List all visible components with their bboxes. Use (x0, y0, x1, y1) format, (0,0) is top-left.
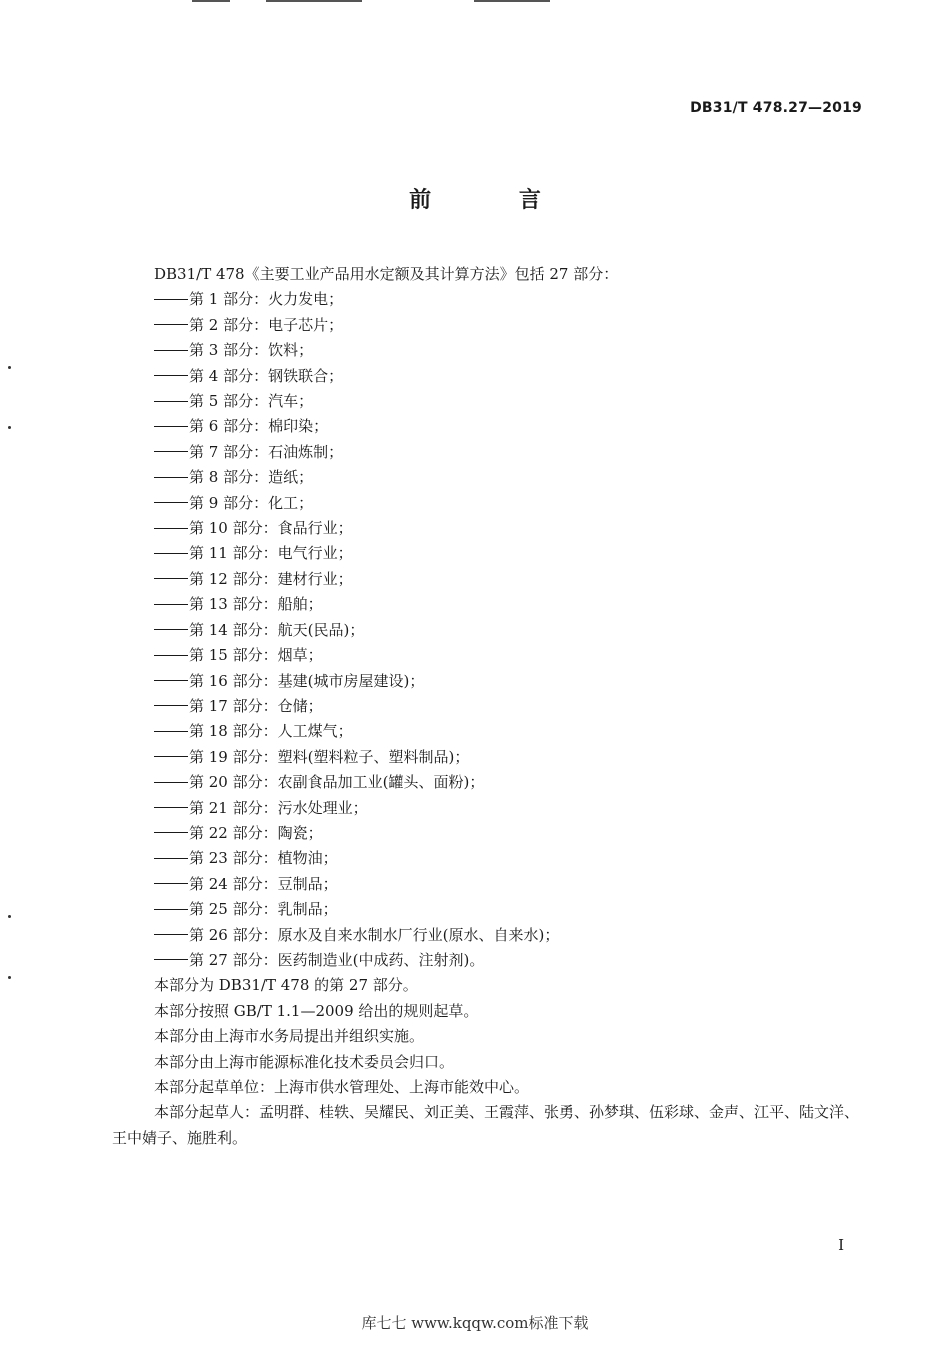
em-dash (154, 401, 188, 402)
intro-paragraph: DB31/T 478《主要工业产品用水定额及其计算方法》包括 27 部分： (154, 265, 619, 283)
download-footer: 库七七 www.kqqw.com标准下载 (361, 1314, 589, 1332)
em-dash (154, 655, 188, 656)
scan-artifact-line (266, 0, 362, 2)
list-item (112, 643, 872, 668)
list-item-text: 第 6 部分：棉印染； (189, 417, 329, 436)
scan-speck (8, 366, 11, 369)
scan-speck (8, 976, 11, 979)
em-dash (154, 680, 188, 681)
list-item-text: 第 5 部分：汽车； (189, 392, 314, 411)
em-dash (154, 909, 188, 910)
em-dash (154, 807, 188, 808)
scan-artifact-line (474, 0, 550, 2)
list-item-text: 第 22 部分：陶瓷； (189, 823, 323, 842)
statement-paragraph: 本部分起草人：孟明群、桂轶、吴耀民、刘正美、王霞萍、张勇、孙梦琪、伍彩球、金声、江平、陆文洋、王中婧子、施胜利。 (112, 1103, 860, 1147)
scan-speck (8, 915, 11, 918)
list-item-text: 第 10 部分：食品行业； (189, 519, 353, 538)
list-item (112, 567, 872, 592)
list-item-text: 第 15 部分：烟草； (189, 646, 323, 665)
list-item-text: 第 13 部分：船舶； (189, 595, 323, 614)
list-item-text: 第 16 部分：基建(城市房屋建设)； (189, 671, 425, 690)
em-dash (154, 705, 188, 706)
list-item (112, 923, 872, 948)
list-item (112, 948, 872, 973)
standard-code: DB31/T 478.27—2019 (690, 100, 862, 116)
list-item (112, 592, 872, 617)
statements (112, 973, 872, 1151)
statement-paragraph: 本部分为 DB31/T 478 的第 27 部分。 (154, 976, 418, 995)
list-item (112, 770, 872, 795)
list-item-text: 第 1 部分：火力发电； (189, 290, 344, 309)
page-number: I (838, 1236, 844, 1254)
em-dash (154, 299, 188, 300)
list-item-text: 第 26 部分：原水及自来水制水厂行业(原水、自来水)； (189, 925, 560, 944)
list-item-text: 第 2 部分：电子芯片； (189, 315, 344, 334)
statement-paragraph: 本部分由上海市水务局提出并组织实施。 (154, 1027, 425, 1046)
em-dash (154, 883, 188, 884)
em-dash (154, 477, 188, 478)
list-item-text: 第 12 部分：建材行业； (189, 569, 353, 588)
em-dash (154, 858, 188, 859)
list-item (112, 491, 872, 516)
list-item (112, 313, 872, 338)
em-dash (154, 578, 188, 579)
em-dash (154, 426, 188, 427)
em-dash (154, 934, 188, 935)
list-item (112, 389, 872, 414)
list-item-text: 第 20 部分：农副食品加工业(罐头、面粉)； (189, 773, 485, 792)
list-item-text: 第 27 部分：医药制造业(中成药、注射剂)。 (189, 950, 485, 969)
statement-paragraph: 本部分由上海市能源标准化技术委员会归口。 (154, 1052, 455, 1071)
list-item (112, 745, 872, 770)
em-dash (154, 959, 188, 960)
list-item-text: 第 19 部分：塑料(塑料粒子、塑料制品)； (189, 747, 470, 766)
list-item (112, 364, 872, 389)
list-item-text: 第 23 部分：植物油； (189, 849, 338, 868)
list-item (112, 669, 872, 694)
em-dash (154, 832, 188, 833)
list-item (112, 541, 872, 566)
list-item (112, 719, 872, 744)
list-item-text: 第 11 部分：电气行业； (189, 544, 353, 563)
list-item-text: 第 24 部分：豆制品； (189, 874, 338, 893)
list-item-text: 第 17 部分：仓储； (189, 696, 323, 715)
list-item (112, 694, 872, 719)
em-dash (154, 756, 188, 757)
list-item (112, 465, 872, 490)
list-item (112, 414, 872, 439)
em-dash (154, 502, 188, 503)
list-item-text: 第 21 部分：污水处理业； (189, 798, 368, 817)
em-dash (154, 324, 188, 325)
em-dash (154, 528, 188, 529)
em-dash (154, 782, 188, 783)
list-item-text: 第 9 部分：化工； (189, 493, 314, 512)
list-item (112, 872, 872, 897)
parts-list (112, 287, 872, 973)
scan-artifact-line (192, 0, 230, 2)
foreword-body (112, 262, 872, 1151)
page-title: 前 言 (409, 188, 581, 213)
scan-speck (8, 426, 11, 429)
list-item-text: 第 18 部分：人工煤气； (189, 722, 353, 741)
em-dash (154, 629, 188, 630)
statement-paragraph: 本部分起草单位：上海市供水管理处、上海市能效中心。 (154, 1078, 530, 1096)
list-item (112, 846, 872, 871)
em-dash (154, 375, 188, 376)
list-item (112, 516, 872, 541)
statement-paragraph: 本部分按照 GB/T 1.1—2009 给出的规则起草。 (154, 1001, 479, 1020)
em-dash (154, 350, 188, 351)
list-item-text: 第 14 部分：航天(民品)； (189, 620, 365, 639)
list-item (112, 897, 872, 922)
em-dash (154, 553, 188, 554)
list-item-text: 第 8 部分：造纸； (189, 468, 314, 487)
list-item-text: 第 3 部分：饮料； (189, 341, 314, 360)
list-item-text: 第 4 部分：钢铁联合； (189, 366, 344, 385)
list-item (112, 618, 872, 643)
list-item (112, 287, 872, 312)
list-item (112, 796, 872, 821)
em-dash (154, 451, 188, 452)
em-dash (154, 604, 188, 605)
list-item-text: 第 25 部分：乳制品； (189, 900, 338, 919)
list-item (112, 338, 872, 363)
list-item-text: 第 7 部分：石油炼制； (189, 442, 344, 461)
em-dash (154, 731, 188, 732)
list-item (112, 821, 872, 846)
list-item (112, 440, 872, 465)
